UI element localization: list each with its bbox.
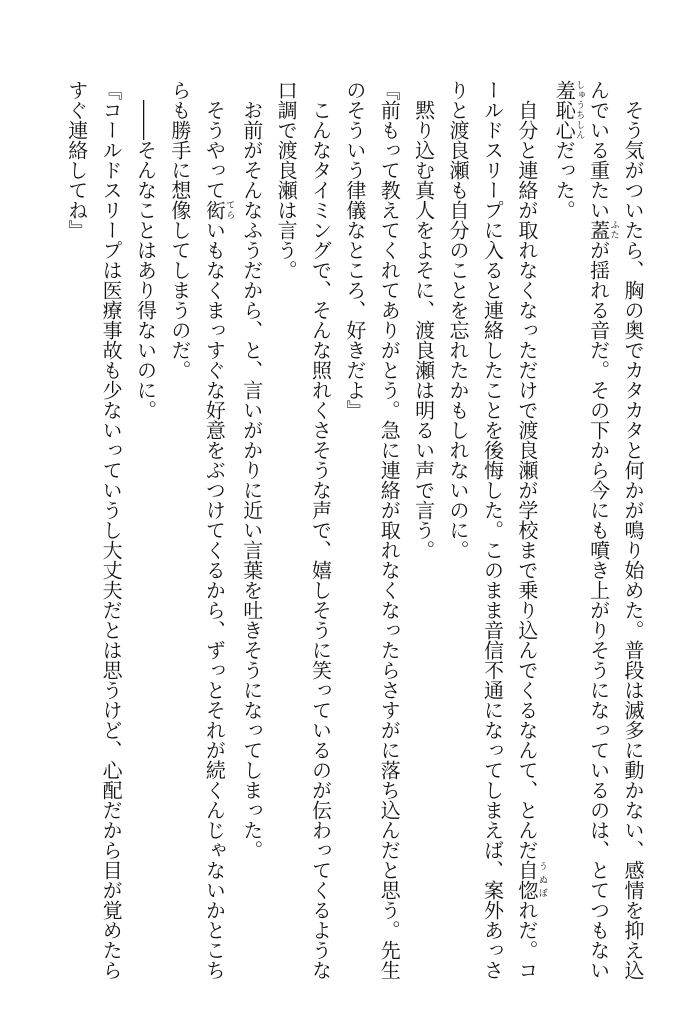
paragraph-text: れだ。コールドスリープに入ると連絡したことを後悔した。このまま音信不通になってしまえば、案外あっさりと渡良瀬も自分のことを忘れたかもしれないのに。 [446,80,539,980]
ruby-reading: てら [224,200,235,220]
dialogue-text: 『前もって教えてくれてありがとう。急に連絡が取れなくなったらさすがに落ち込んだと思う。先生のそういう律儀なところ、好きだよ』 [342,80,402,980]
paragraph-7 [128,80,162,980]
paragraph-5 [234,80,268,980]
ruby-word [202,200,235,220]
paragraph-text: そうやって [202,100,227,200]
ruby-word [514,860,547,900]
ruby-reading: ふた [608,220,619,240]
paragraph-text: 自分と連絡が取れなくなっただけで渡良瀬が学校まで乗り込んでくるなんて、とんだ [514,100,539,860]
ruby-word [552,80,585,140]
dialogue-1 [337,80,406,980]
ruby-base: 蓋 [586,220,611,240]
dialogue-text: 『コールドスリープは医療事故も少ないっていうし大丈夫だとは思うけど、心配だから目が覚めたらすぐ連絡してね』 [64,80,124,980]
ruby-base: 羞恥心 [552,80,577,140]
paragraph-6 [163,80,235,980]
ruby-reading: しゅうちしん [574,80,585,140]
paragraph-text: こんなタイミングで、そんな照れくさそうな声で、嬉しそうに笑っているのが伝わってくるような口調で渡良瀬は言う。 [274,80,333,980]
paragraph-text: いもなくまっすぐな好意をぶつけてくるから、ずっとそれが続くんじゃないかとこちらも勝手に想像してしまうのだ。 [167,80,227,980]
ruby-reading: うぬぼ [536,860,547,900]
paragraph-text: 黙り込む真人をよそに、渡良瀬は明るい声で言う。 [411,100,436,560]
ruby-word [586,220,619,240]
paragraph-text: そう気がついたら、胸の奥でカタカタと何かが鳴り始めた。普段は滅多に動かない、感情を抑え込んでいる重たい [586,80,645,980]
ruby-base: 衒 [202,200,227,220]
paragraph-2 [441,80,547,980]
paragraph-text: が揺れる音だ。その下から今にも噴き上がりそうになっているのは、とてつもない [586,240,611,980]
paragraph-text: ――そんなことはあり得ないのに。 [133,100,158,420]
ruby-base: 自惚 [514,860,539,900]
paragraph-1 [547,80,650,980]
paragraph-3 [406,80,440,980]
vertical-text-body [40,80,650,980]
paragraph-text: お前がそんなふうだから、と、言いがかりに近い言葉を吐きそうになってしまった。 [239,100,264,860]
paragraph-text: だった。 [552,140,577,220]
paragraph-4 [269,80,338,980]
dialogue-2 [59,80,128,980]
